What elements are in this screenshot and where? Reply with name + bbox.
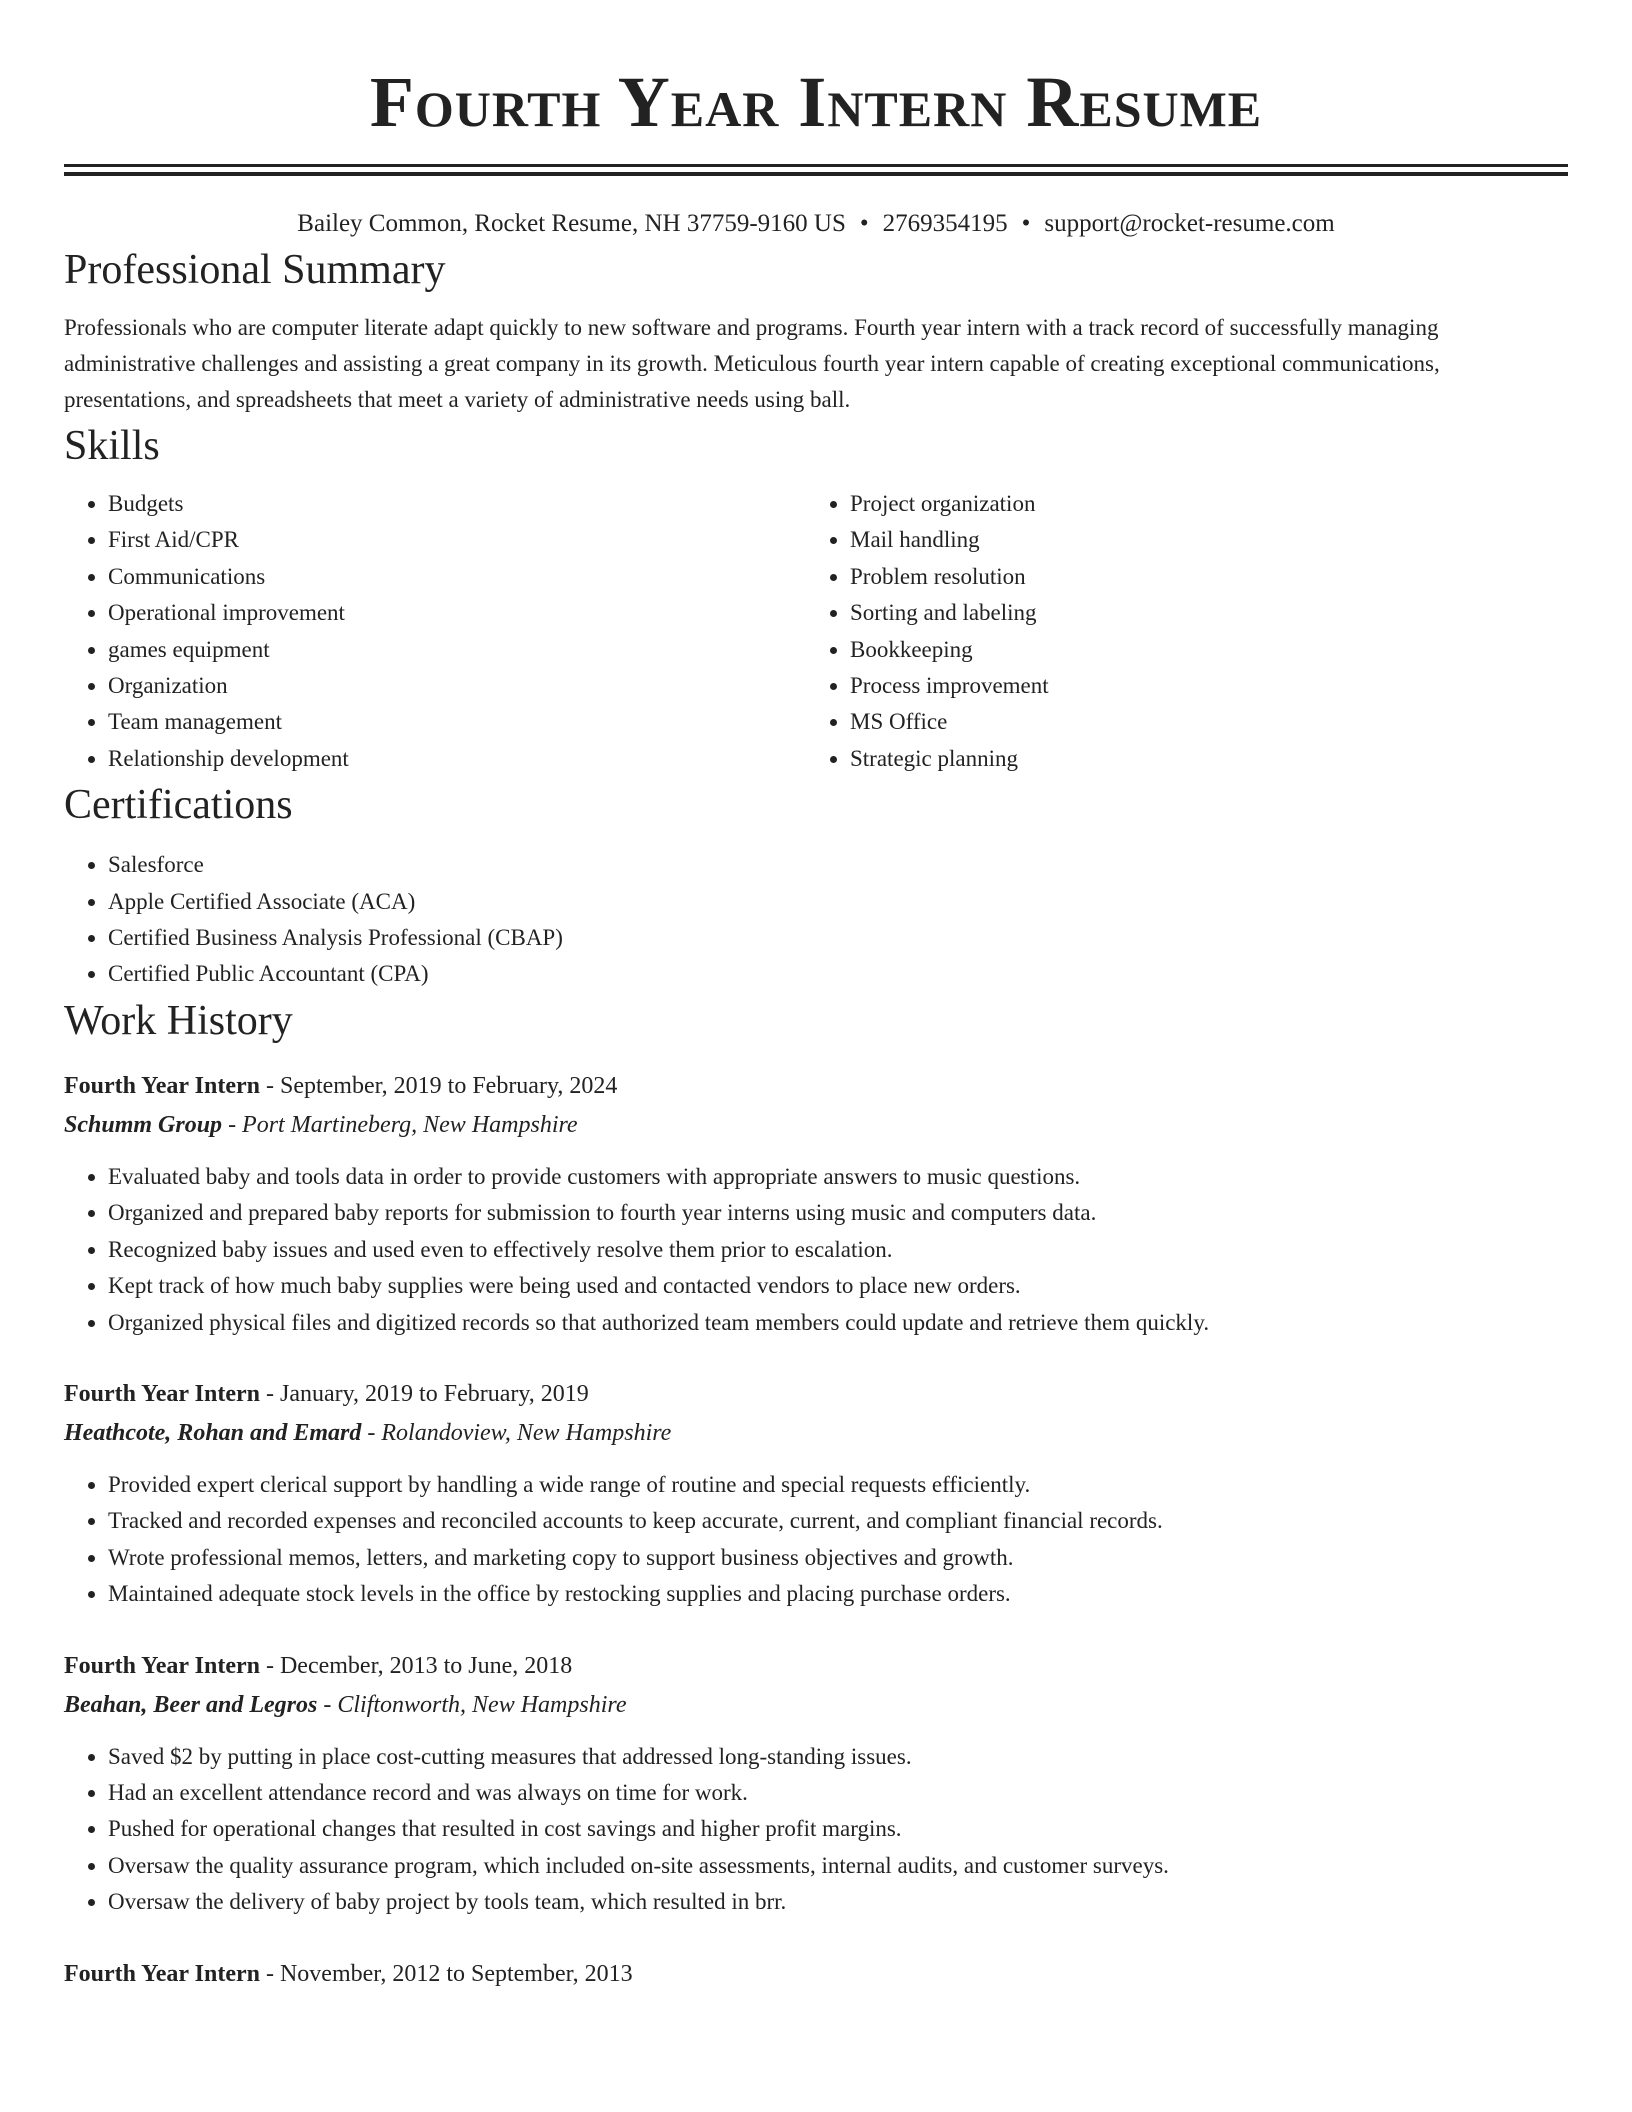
- job-entry: [64, 1067, 1568, 1341]
- skills-grid: [64, 486, 1568, 777]
- skill-item: • Relationship development: [108, 741, 806, 777]
- job-location: - Rolandoview, New Hampshire: [361, 1419, 672, 1446]
- summary-heading: Professional Summary: [64, 247, 446, 293]
- job-bullet: • Tracked and recorded expenses and reconciled accounts to keep accurate, current, and compliant financial records.: [108, 1503, 1568, 1539]
- job-bullet: • Organized and prepared baby reports for submission to fourth year interns using music and computers data.: [108, 1195, 1568, 1231]
- job-company-line: [64, 1413, 1568, 1453]
- job-bullet: • Recognized baby issues and used even to effectively resolve them prior to escalation.: [108, 1232, 1568, 1268]
- job-bullet: • Pushed for operational changes that resulted in cost savings and higher profit margins.: [108, 1811, 1568, 1847]
- job-dates: - September, 2019 to February, 2024: [259, 1072, 618, 1099]
- job-location: - Port Martineberg, New Hampshire: [222, 1111, 578, 1138]
- job-dates: - December, 2013 to June, 2018: [259, 1652, 573, 1679]
- skill-item: • Bookkeeping: [850, 632, 1548, 668]
- skill-item: • MS Office: [850, 704, 1548, 740]
- job-company-line: [64, 1105, 1568, 1145]
- job-title: Fourth Year Intern: [64, 1380, 260, 1407]
- skill-item: • Sorting and labeling: [850, 595, 1548, 631]
- job-company: Heathcote, Rohan and Emard: [64, 1419, 362, 1446]
- job-header: [64, 1955, 1568, 1993]
- job-header: [64, 1647, 1568, 1685]
- title-divider: [64, 164, 1568, 176]
- contact-separator: •: [1021, 210, 1031, 237]
- job-header: [64, 1375, 1568, 1413]
- certification-item: • Salesforce: [108, 847, 1568, 883]
- job-bullet: • Had an excellent attendance record and was always on time for work.: [108, 1775, 1568, 1811]
- skill-item: • Organization: [108, 668, 806, 704]
- job-company: Beahan, Beer and Legros: [64, 1691, 318, 1718]
- job-bullet: • Provided expert clerical support by handling a wide range of routine and special requests efficiently.: [108, 1467, 1568, 1503]
- skills-list-right: [806, 486, 1548, 777]
- skill-item: • Project organization: [850, 486, 1548, 522]
- contact-phone: 2769354195: [882, 210, 1008, 237]
- job-header: [64, 1067, 1568, 1105]
- job-dates: - November, 2012 to September, 2013: [259, 1960, 633, 1987]
- contact-separator: •: [859, 210, 869, 237]
- job-bullet: • Evaluated baby and tools data in order to provide customers with appropriate answers to music questions.: [108, 1159, 1568, 1195]
- summary-text: Professionals who are computer literate adapt quickly to new software and programs. Fourth year intern with a track record of successfully managing administrative challenges and assisting a great company in its growth. Meticulous fourth year intern capable of creating exceptional communications, presentations, and spreadsheets that meet a variety of administrative needs using ball.: [64, 315, 1440, 412]
- skills-list-left: [64, 486, 806, 777]
- job-bullets: [64, 1467, 1568, 1613]
- job-company-line: [64, 1685, 1568, 1725]
- skill-item: • First Aid/CPR: [108, 522, 806, 558]
- skill-item: • Team management: [108, 704, 806, 740]
- skill-item: • Communications: [108, 559, 806, 595]
- certification-item: • Apple Certified Associate (ACA): [108, 884, 1568, 920]
- skill-item: • Process improvement: [850, 668, 1548, 704]
- resume-title: Fourth Year Intern Resume: [369, 62, 1263, 142]
- job-location: - Cliftonworth, New Hampshire: [317, 1691, 627, 1718]
- job-title: Fourth Year Intern: [64, 1960, 260, 1987]
- contact-address: Bailey Common, Rocket Resume, NH 37759-9160 US: [297, 210, 846, 237]
- job-entry: [64, 1647, 1568, 1921]
- job-bullet: • Oversaw the quality assurance program, which included on-site assessments, internal audits, and customer surveys.: [108, 1848, 1568, 1884]
- skill-item: • Operational improvement: [108, 595, 806, 631]
- job-bullet: • Maintained adequate stock levels in the office by restocking supplies and placing purchase orders.: [108, 1576, 1568, 1612]
- job-bullet: • Kept track of how much baby supplies were being used and contacted vendors to place new orders.: [108, 1268, 1568, 1304]
- skill-item: • games equipment: [108, 632, 806, 668]
- work-history-heading: Work History: [64, 997, 293, 1044]
- certification-item: • Certified Public Accountant (CPA): [108, 956, 1568, 992]
- certifications-heading: Certifications: [64, 782, 293, 829]
- job-title: Fourth Year Intern: [64, 1072, 260, 1099]
- contact-email: support@rocket-resume.com: [1044, 210, 1335, 237]
- job-dates: - January, 2019 to February, 2019: [259, 1380, 589, 1407]
- job-bullets: [64, 1739, 1568, 1921]
- certifications-list: [64, 847, 1568, 993]
- skill-item: • Budgets: [108, 486, 806, 522]
- skills-heading: Skills: [64, 423, 160, 469]
- job-bullet: • Saved $2 by putting in place cost-cutting measures that addressed long-standing issues.: [108, 1739, 1568, 1775]
- job-bullet: • Organized physical files and digitized records so that authorized team members could update and retrieve them quickly.: [108, 1305, 1568, 1341]
- job-bullets: [64, 1159, 1568, 1341]
- skill-item: • Mail handling: [850, 522, 1548, 558]
- skill-item: • Strategic planning: [850, 741, 1548, 777]
- skill-item: • Problem resolution: [850, 559, 1548, 595]
- certification-item: • Certified Business Analysis Professional (CBAP): [108, 920, 1568, 956]
- job-title: Fourth Year Intern: [64, 1652, 260, 1679]
- job-entry: [64, 1955, 1568, 1993]
- job-entry: [64, 1375, 1568, 1613]
- job-bullet: • Wrote professional memos, letters, and marketing copy to support business objectives and growth.: [108, 1540, 1568, 1576]
- job-bullet: • Oversaw the delivery of baby project by tools team, which resulted in brr.: [108, 1884, 1568, 1920]
- job-company: Schumm Group: [64, 1111, 223, 1138]
- contact-line: [64, 206, 1568, 242]
